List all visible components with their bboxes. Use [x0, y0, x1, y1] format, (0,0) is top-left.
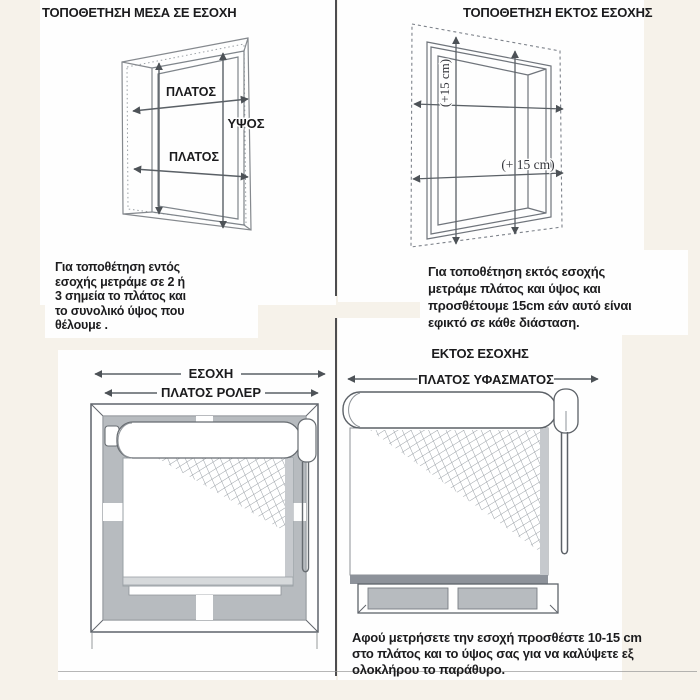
roller-outside-recess-diagram — [342, 374, 602, 624]
line: Για τοποθέτηση εντός — [55, 260, 180, 274]
hem-bar — [123, 577, 293, 585]
line: ολοκλήρου το παράθυρο. — [352, 662, 505, 677]
line: στο πλάτος και το ύψος σας για να καλύψετε εξ — [352, 646, 634, 661]
title-outside-recess-bottom: ΕΚΤΟΣ ΕΣΟΧΗΣ — [431, 346, 529, 361]
width-plus-label: (+ 15 cm) — [501, 157, 555, 172]
recess-label: ΕΣΟΧΗ — [188, 366, 234, 381]
title-inside-recess: ΤΟΠΟΘΕΤΗΣΗ ΜΕΣΑ ΣΕ ΕΣΟΧΗ — [42, 5, 237, 20]
window-outside-recess-diagram — [405, 22, 590, 257]
roller-tube — [343, 392, 556, 428]
line: 3 σημεία το πλάτος και — [55, 289, 186, 304]
hem-bar — [350, 575, 548, 584]
window-pane-right — [458, 588, 537, 609]
frame-gap-bottom — [196, 595, 213, 620]
height-plus-label: (+15 cm) — [437, 58, 452, 108]
height-label: ΥΨΟΣ — [227, 116, 265, 131]
width-label-bottom: ΠΛΑΤΟΣ — [169, 150, 219, 164]
line: εφικτό σε κάθε διάσταση. — [428, 315, 580, 330]
line: το συνολικό ύψος που — [55, 303, 185, 318]
title-outside-recess: ΤΟΠΟΘΕΤΗΣΗ ΕΚΤΟΣ ΕΣΟΧΗΣ — [463, 5, 653, 20]
roller-blind — [343, 389, 578, 584]
fabric-edge-strip — [540, 428, 548, 575]
line: εσοχής μετράμε σε 2 ή — [55, 274, 185, 289]
roller-inside-recess-diagram — [85, 352, 337, 652]
roller-width-label: ΠΛΑΤΟΣ ΡΟΛΕΡ — [160, 385, 262, 400]
line: προσθέτουμε 15cm εάν αυτό είναι — [428, 298, 632, 313]
window-pane-left — [368, 588, 448, 609]
fabric-width-label: ΠΛΑΤΟΣ ΥΦΑΣΜΑΤΟΣ — [418, 374, 554, 387]
roller-end-cap — [298, 419, 316, 462]
fabric-edge-strip — [285, 458, 293, 580]
roller-tube — [117, 422, 300, 458]
window-frame — [152, 51, 244, 225]
line: μετράμε πλάτος και ύψος και — [428, 281, 601, 296]
description-measuring — [352, 630, 652, 678]
roller-blind — [105, 419, 316, 586]
line: θέλουμε . — [55, 318, 108, 333]
line: Αφού μετρήσετε την εσοχή προσθέστε 10-15 cm — [352, 630, 642, 645]
description-inside-recess — [55, 260, 223, 333]
description-outside-recess — [428, 263, 668, 331]
line: Για τοποθέτηση εκτός εσοχής — [428, 264, 606, 279]
chain — [562, 432, 568, 554]
window-sill — [358, 584, 558, 613]
window-inside-recess-diagram — [88, 30, 338, 245]
width-label-top: ΠΛΑΤΟΣ — [166, 85, 216, 99]
